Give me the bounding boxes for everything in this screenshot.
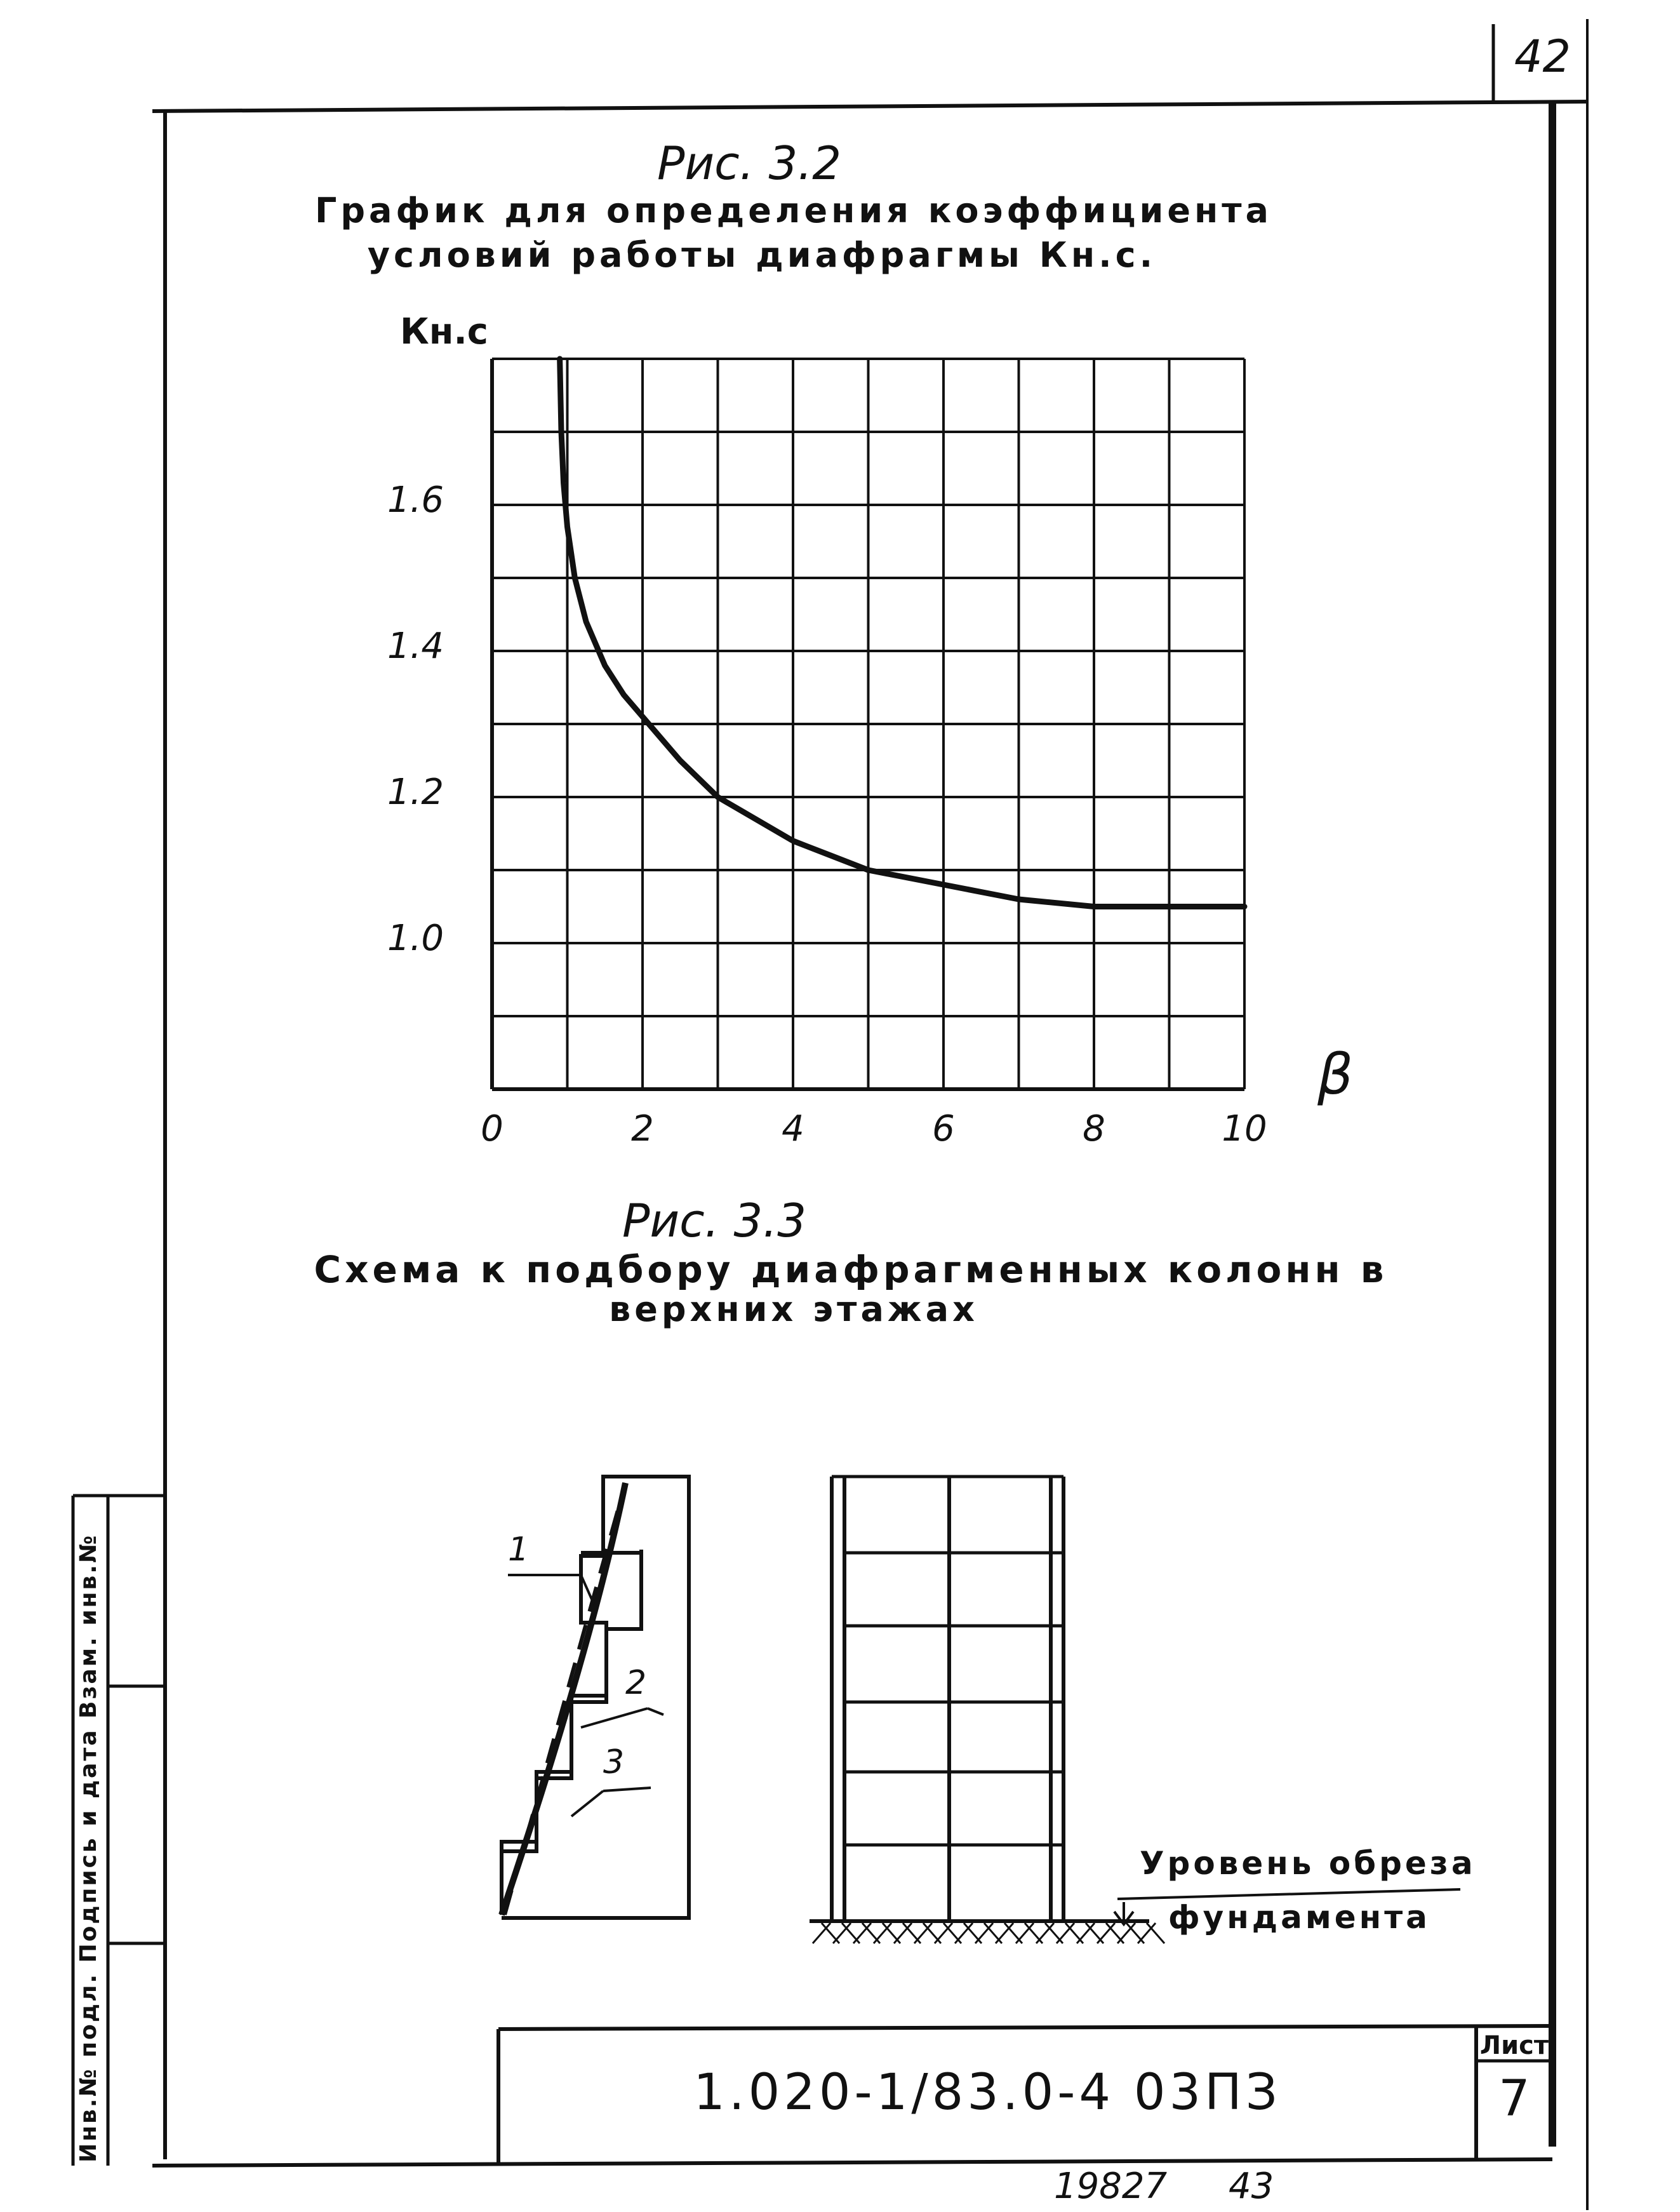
leader-2-b bbox=[648, 1708, 663, 1715]
x-tick-label: 8 bbox=[1083, 1108, 1105, 1150]
figure-3-3-title-line2: верхних этажах bbox=[609, 1289, 978, 1329]
page-reference: 43 bbox=[1229, 2166, 1274, 2207]
hatch-stroke bbox=[1077, 1923, 1095, 1943]
hatch-stroke bbox=[935, 1923, 952, 1943]
figure-3-2-title-line1: График для определения коэффициента bbox=[314, 191, 1273, 231]
level-label-line1: Уровень обреза bbox=[1140, 1845, 1476, 1882]
x-tick-label: 0 bbox=[481, 1108, 503, 1150]
x-tick-label: 2 bbox=[631, 1108, 654, 1150]
document-code: 1.020-1/83.0-4 03ПЗ bbox=[693, 2064, 1281, 2121]
chart-ylabel: Кн.с bbox=[400, 311, 488, 352]
column-diagram bbox=[502, 1477, 689, 1918]
leader-3 bbox=[571, 1791, 603, 1816]
hatch-stroke bbox=[1117, 1923, 1135, 1943]
hatch-stroke bbox=[813, 1923, 830, 1943]
y-tick-label: 1.4 bbox=[387, 626, 444, 667]
hatch-stroke bbox=[874, 1923, 891, 1943]
level-label-line2: фундамента bbox=[1168, 1899, 1430, 1936]
ground-hatching bbox=[813, 1923, 1164, 1943]
hatch-stroke bbox=[1016, 1923, 1034, 1943]
hatch-stroke bbox=[853, 1923, 871, 1943]
sheet-number: 7 bbox=[1498, 2070, 1530, 2128]
chart-area bbox=[492, 359, 1244, 1089]
y-tick-label: 1.6 bbox=[387, 479, 444, 521]
archive-number: 19827 bbox=[1054, 2166, 1168, 2207]
figure-3-3-caption: Рис. 3.3 bbox=[622, 1194, 807, 1247]
page-number: 42 bbox=[1514, 30, 1571, 83]
hatch-stroke bbox=[833, 1923, 851, 1943]
chart-grid bbox=[492, 359, 1244, 1089]
hatch-stroke bbox=[1036, 1923, 1054, 1943]
x-tick-label: 6 bbox=[932, 1108, 955, 1150]
label-2: 2 bbox=[625, 1664, 647, 1702]
hatch-stroke bbox=[975, 1923, 993, 1943]
chart-xlabel: β bbox=[1317, 1042, 1354, 1107]
figure-3-2-title-line2: условий работы диафрагмы Кн.с. bbox=[367, 235, 1157, 275]
hatch-stroke bbox=[1138, 1923, 1156, 1943]
x-tick-label: 10 bbox=[1222, 1108, 1267, 1150]
side-stamp-text: Инв.№ подл. Подпись и дата Взам. инв.№ bbox=[76, 1533, 102, 2162]
y-tick-label: 1.2 bbox=[387, 772, 444, 813]
sheet-label: Лист bbox=[1479, 2031, 1549, 2060]
figure-3-3-title-line1: Схема к подбору диафрагменных колонн в bbox=[314, 1248, 1388, 1291]
label-3: 3 bbox=[603, 1743, 625, 1781]
y-tick-label: 1.0 bbox=[387, 918, 444, 959]
leader-3-b bbox=[603, 1788, 651, 1791]
hatch-stroke bbox=[1097, 1923, 1115, 1943]
hatch-stroke bbox=[1147, 1923, 1164, 1943]
leader-2 bbox=[581, 1708, 648, 1727]
hatch-stroke bbox=[1057, 1923, 1074, 1943]
figure-3-2-caption: Рис. 3.2 bbox=[657, 137, 842, 190]
hatch-stroke bbox=[955, 1923, 973, 1943]
x-tick-label: 4 bbox=[782, 1108, 804, 1150]
level-leader bbox=[1117, 1889, 1460, 1899]
chart-series bbox=[560, 359, 1244, 907]
hatch-stroke bbox=[894, 1923, 912, 1943]
series-line-0 bbox=[560, 359, 1244, 907]
label-1: 1 bbox=[508, 1531, 530, 1569]
hatch-stroke bbox=[996, 1923, 1013, 1943]
hatch-stroke bbox=[914, 1923, 932, 1943]
